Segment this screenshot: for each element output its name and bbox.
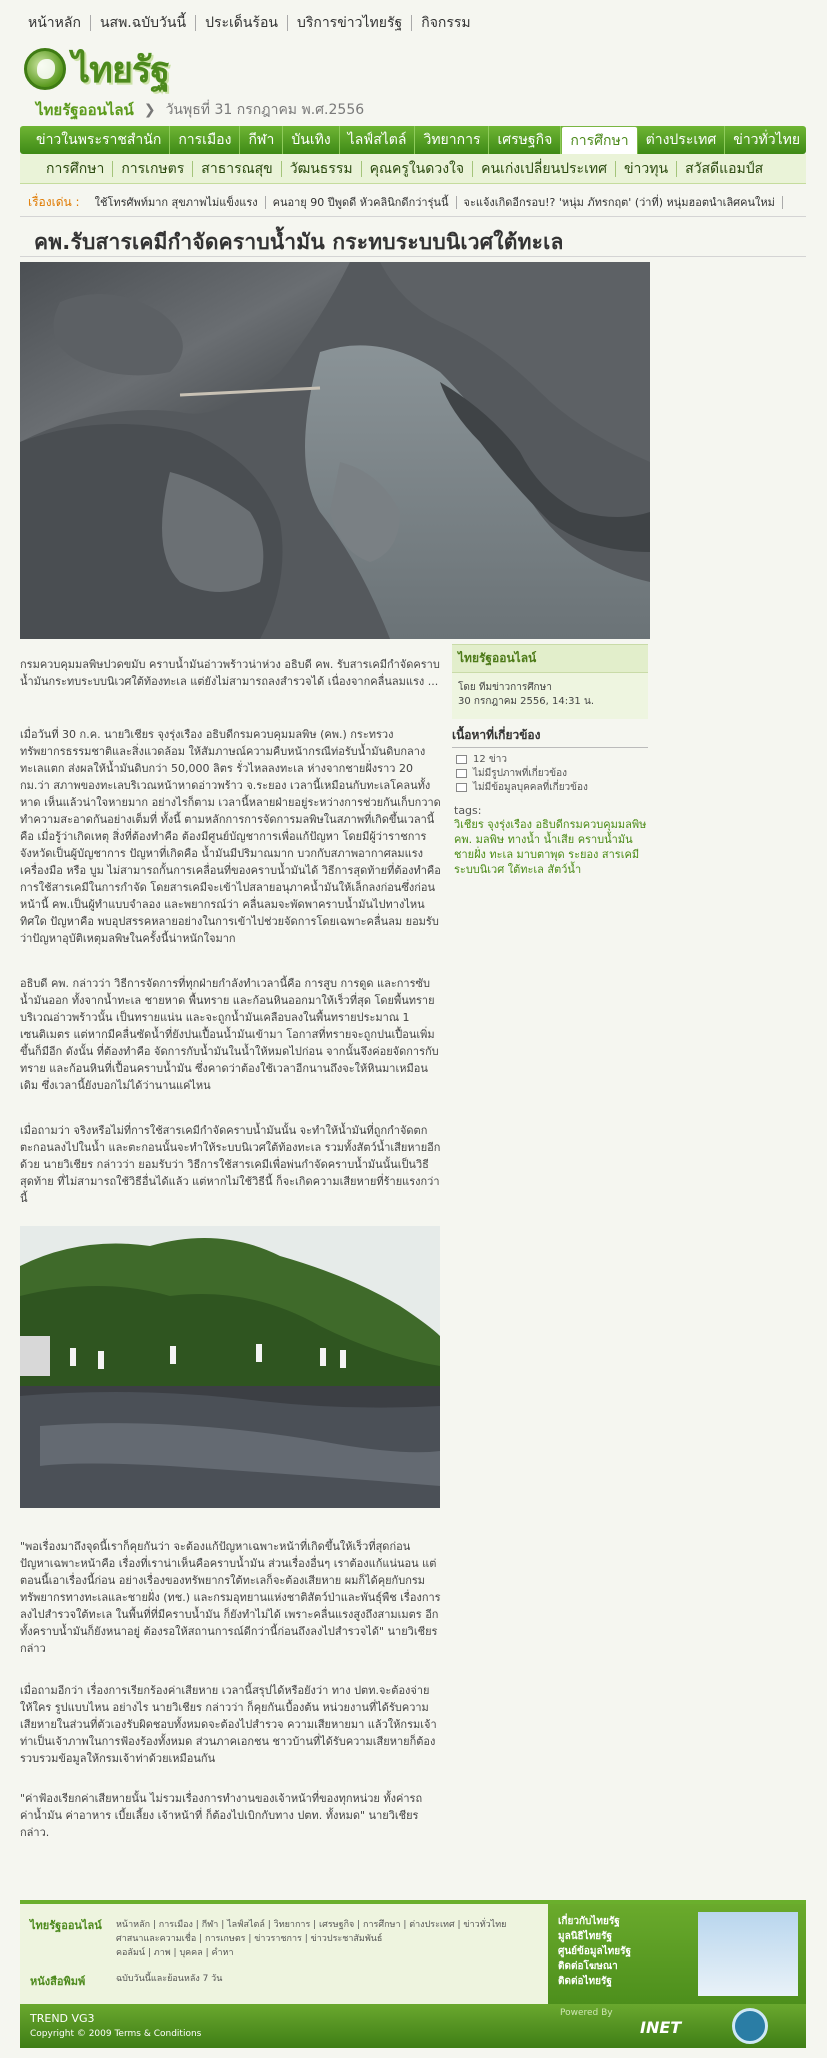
related-photos — [456, 766, 648, 780]
seal-icon — [732, 2008, 768, 2044]
footer-section-links-c[interactable]: คอลัมน์ | ภาพ | บุคคล | คำหา — [116, 1948, 234, 1958]
article-photo-beach-cleanup — [20, 1226, 440, 1508]
footer-newspaper-label: หนังสือพิมพ์ — [30, 1975, 86, 1988]
footer-about-link[interactable]: ติดต่อโฆษณา — [558, 1961, 618, 1972]
footer-about-link[interactable]: ศูนย์ข้อมูลไทยรัฐ — [558, 1946, 631, 1957]
hot-news-label: เรื่องเด่น : — [28, 194, 80, 209]
article-info-box — [452, 644, 648, 719]
related-news-count[interactable] — [456, 752, 648, 766]
article-quote: "ค่าฟ้องเรียกค่าเสียหายนั้น ไม่รวมเรื่องการทำงานของเจ้าหน้าที่ของทุกหน่วย ทั้งค่ารถ ค่าน้ำมัน ค่าอาหาร เบี้ยเลี้ยง เจ้าหน้าที่ ก็ต้องไปเบิกกับทาง ปตท. ทั้งหมด" นายวิเชียร กล่าว. — [20, 1792, 423, 1839]
hot-news-bar — [28, 192, 808, 212]
article-paragraph: เมื่อวันที่ 30 ก.ค. นายวิเชียร จุงรุ่งเรือง อธิบดีกรมควบคุมมลพิษ (คพ.) กระทรวงทรัพยากรธรรมชาติและสิ่งแวดล้อม ให้สัมภาษณ์ความคืบหน้ากรณีท่อรับน้ำมันดิบกลางทะเลแตก ส่งผลให้น้ำมันดิบกว่า 50,000 ลิตร รั่วไหลลงทะเล ห่างจากชายฝั่งราว 20 กม.ว่า สภาพของทะเลบริเวณหน้าหาดอ่าวพร้าว จ.ระยอง เวลานี้เหมือนกับทะเลโคลนทั้งหาด เห็นแล้วน่าใจหายมาก อย่างไรก็ตาม เวลานี้หลายฝ่ายอยู่ระหว่างการช่วยกันเก็บกวาดทำความสะอาดกันอย่างเต็มที่ ทั้งนี้ ตามหลักการการจัดการมลพิษในสภาพที่เกิดขึ้นเวลานี้คือ เมื่อรู้ว่าเกิดเหตุ สิ่งที่ต้องทำคือ ต้องมีศูนย์บัญชาการเพื่อแก้ปัญหา โดยมีผู้ว่าราชการจังหวัดเป็นผู้บัญชาการ ปัญหาที่เกิดคือ น้ำมันมีปริมาณมาก บวกกับสภาพอากาศลมแรง เครื่องมือ หรือ บูม ไม่สามารถกั้นการเคลื่อนที่ของคราบน้ำมันได้ วิธีการสุดท้ายที่ต้องทำคือ การใช้สารเคมีในการกำจัด โดยสารเคมีจะเข้าไปสลายอนุภาคน้ำมันให้เล็กลงก่อนซึ่งก่อนหน้านี้ คพ.เป็นผู้ทำแบบจำลอง และพยากรณ์ว่า คลื่นลมจะพัดพาคราบน้ำมันไปทางไหน ทิศใด ปัญหาคือ พบอุปสรรคหลายอย่างในการเข้าไปช่วยจัดการโดยเฉพาะคลื่นลม ยอมรับว่าปัญหาอุบัติเหตุมลพิษในครั้งนี้น่าหนักใจมาก — [20, 728, 441, 945]
related-content — [452, 726, 648, 794]
menu-item-local[interactable]: ข่าวทั่วไทย — [733, 132, 801, 148]
submenu-item-talent[interactable]: คนเก่งเปลี่ยนประเทศ — [473, 161, 616, 177]
article-paragraph: เมื่อถามอีกว่า เรื่องการเรียกร้องค่าเสียหาย เวลานี้สรุปได้หรือยังว่า ทาง ปตท.จะต้องจ่ายให้ใคร รูปแบบไหน อย่างไร นายวิเชียร กล่าวว่า ก็คุยกันเบื้องต้น หน่วยงานที่ได้รับความเสียหายในส่วนที่ตัวเองรับผิดชอบทั้งหมดจะต้องไปสำรวจ ความเสียหายมา แล้วให้กรมเจ้าท่าเป็นเจ้าภาพในการฟ้องร้องทั้งหมด ส่วนภาคเอกชน ชาวบ้านที่ได้รับความเสียหายก็ต้องรวบรวมข้อมูลให้กรมเจ้าท่าด้วยเหมือนกัน — [20, 1684, 437, 1765]
news-icon — [456, 755, 467, 764]
menu-item-entertainment[interactable]: บันเทิง — [283, 126, 339, 154]
hot-news-item[interactable]: คนอายุ 90 ปีพูดดี หัวคลินิกดีกว่ารุ่นนี้ — [266, 196, 457, 209]
chevron-right-icon: ❯ — [143, 102, 156, 118]
menu-item-sports[interactable]: กีฬา — [240, 126, 283, 154]
sub-menu — [20, 154, 806, 184]
info-box-title: ไทยรัฐออนไลน์ — [452, 645, 648, 673]
powered-by-label: Powered By — [560, 2008, 613, 2018]
person-icon — [456, 783, 467, 792]
footer-brand[interactable]: ไทยรัฐออนไลน์ — [30, 1919, 102, 1932]
related-photos-label: ไม่มีรูปภาพที่เกี่ยวข้อง — [473, 767, 567, 779]
main-menu — [20, 126, 806, 154]
menu-item-science[interactable]: วิทยาการ — [415, 126, 489, 154]
submenu-item-scholarship[interactable]: ข่าวทุน — [616, 161, 677, 177]
footer — [20, 1900, 806, 2048]
footer-bottom-bar — [20, 2004, 806, 2048]
footer-about-link[interactable]: ติดต่อไทยรัฐ — [558, 1976, 612, 1987]
top-links — [22, 12, 480, 34]
footer-newspaper-link[interactable]: ฉบับวันนี้และย้อนหลัง 7 วัน — [116, 1974, 223, 1984]
top-link-today-paper[interactable]: นสพ.ฉบับวันนี้ — [91, 15, 196, 31]
submenu-item-amp[interactable]: สวัสดีแอมป์ส — [685, 160, 764, 177]
article-photo-oil-rocks — [20, 262, 650, 639]
footer-about-link[interactable]: เกี่ยวกับไทยรัฐ — [558, 1916, 620, 1927]
footer-links — [116, 1918, 516, 1960]
photo-icon — [456, 769, 467, 778]
menu-item-education[interactable]: การศึกษา — [561, 126, 637, 156]
related-news-label: 12 ข่าว — [473, 753, 507, 765]
footer-about-panel — [548, 1904, 806, 2004]
menu-item-politics[interactable]: การเมือง — [170, 126, 240, 154]
article-paragraph: เมื่อถามว่า จริงหรือไม่ที่การใช้สารเคมีกำจัดคราบน้ำมันนั้น จะทำให้น้ำมันที่ถูกกำจัดตกตะกอนลงไปในน้ำ และตะกอนนั้นจะทำให้ระบบนิเวศใต้ท้องทะเล รวมทั้งสัตว์น้ำเสียหายอีกด้วย นายวิเชียร กล่าวว่า ยอมรับว่า วิธีการใช้สารเคมีเพื่อพ่นกำจัดคราบน้ำมันนั้นเป็นวิธีสุดท้าย ที่ไม่สามารถใช้วิธีอื่นได้แล้ว แต่หากไม่ใช้วิธีนี้ ก็จะเกิดความเสียหายที่ร้ายแรงกว่านี้ — [20, 1124, 441, 1205]
article-quote: "พอเรื่องมาถึงจุดนี้เราก็คุยกันว่า จะต้องแก้ปัญหาเฉพาะหน้าที่เกิดขึ้นให้เร็วที่สุดก่อน ปัญหาเฉพาะหน้าคือ เรื่องที่เราน่าเห็นคือคราบน้ำมัน ส่วนเรื่องอื่นๆ เราต้องแก้แน่นอน แต่ตอนนี้เอาเรื่องนี้ก่อน อย่างเรื่องของทรัพยากรใต้ทะเลก็จะต้องเสียหาย ผมก็ได้คุยกับกรมทรัพยากรทางทะเลและชายฝั่ง (ทช.) และกรมอุทยานแห่งชาติสัตว์ป่าและพันธุ์พืช เรื่องการลงไปสำรวจใต้ทะเล ในพื้นที่ที่มีคราบน้ำมัน ก็ยังทำไม่ได้ เพราะคลื่นแรงสูงถึงสามเมตร อีกทั้งคราบน้ำมันก็ยังหนาอยู่ ต้องรอให้สถานการณ์ดีกว่านี้ก่อนถึงลงไปสำรวจได้" นายวิเชียร กล่าว — [20, 1540, 441, 1655]
tags-label: tags: — [454, 804, 482, 817]
tags-list[interactable]: วิเชียร จุงรุ่งเรือง อธิบดีกรมควบคุมมลพิษ คพ. มลพิษ ทางน้ำ น้ำเสีย คราบน้ำมัน ชายฝั่ง ทะเล มาบตาพุด ระยอง สารเคมี ระบบนิเวศ ใต้ทะเล สัตว์น้ำ — [454, 818, 647, 876]
globe-icon — [24, 48, 66, 90]
tags — [454, 804, 650, 877]
site-logo[interactable] — [24, 44, 194, 94]
footer-section-links[interactable]: หน้าหลัก | การเมือง | กีฬา | ไลฟ์สไตล์ | วิทยาการ | เศรษฐกิจ | การศึกษา | ต่างประเทศ | ข่าวทั่วไทย — [116, 1920, 507, 1930]
related-people-label: ไม่มีข้อมูลบุคคลที่เกี่ยวข้อง — [473, 781, 588, 793]
building-image — [698, 1912, 798, 1996]
article-lead: กรมควบคุมมลพิษปวดขมับ คราบน้ำมันอ่าวพร้าวน่าห่วง อธิบดี คพ. รับสารเคมีกำจัดคราบน้ำมันกระทบระบบนิเวศใต้ท้องทะเล แต่ยังไม่สามารถลงสำรวจได้ เนื่องจากคลื่นลมแรง ... — [20, 658, 440, 688]
footer-section-links-b[interactable]: ศาสนาและความเชื่อ | การเกษตร | ข่าวราชการ | ข่าวประชาสัมพันธ์ — [116, 1934, 383, 1944]
inet-logo[interactable]: INET — [640, 2018, 682, 2037]
copyright[interactable]: Copyright © 2009 Terms & Conditions — [30, 2029, 202, 2039]
beach-cleanup-illustration — [20, 1226, 440, 1508]
submenu-item-education[interactable]: การศึกษา — [38, 161, 113, 177]
menu-item-royal[interactable]: ข่าวในพระราชสำนัก — [20, 126, 170, 154]
top-link-news-service[interactable]: บริการข่าวไทยรัฐ — [288, 15, 412, 31]
menu-item-lifestyle[interactable]: ไลฟ์สไตล์ — [340, 126, 416, 154]
menu-item-foreign[interactable]: ต่างประเทศ — [638, 126, 726, 154]
related-people — [456, 780, 648, 794]
trend-logo: TREND VG3 — [30, 2012, 95, 2025]
menu-item-economy[interactable]: เศรษฐกิจ — [489, 126, 561, 154]
hot-news-item[interactable]: จะแจ้งเกิดอีกรอบ!? 'หนุ่ม ภัทรกฤต' (ว่าที่) หนุ่มฮอตนำเลิศคนใหม่ — [457, 196, 783, 209]
footer-about-link[interactable]: มูลนิธิไทยรัฐ — [558, 1931, 613, 1942]
current-date: วันพุธที่ 31 กรกฎาคม พ.ศ.2556 — [165, 102, 365, 118]
submenu-item-health[interactable]: สาธารณสุข — [193, 161, 281, 177]
related-title: เนื้อหาที่เกี่ยวข้อง — [452, 726, 648, 748]
hot-news-item[interactable]: ใช้โทรศัพท์มาก สุขภาพไม่แข็งแรง — [88, 196, 266, 209]
top-link-activities[interactable]: กิจกรรม — [421, 15, 471, 31]
oil-rocks-illustration — [20, 262, 650, 639]
article-datetime: 30 กรกฎาคม 2556, 14:31 น. — [458, 696, 594, 707]
article-byline: โดย ทีมข่าวการศึกษา — [458, 682, 552, 693]
top-link-home[interactable]: หน้าหลัก — [22, 15, 91, 31]
online-label[interactable]: ไทยรัฐออนไลน์ — [36, 101, 134, 119]
subhead — [36, 98, 364, 122]
article-paragraph: อธิบดี คพ. กล่าวว่า วิธีการจัดการที่ทุกฝ่ายกำลังทำเวลานี้คือ การสูบ การดูด และการซับน้ำมันออก ทั้งจากน้ำทะเล ชายหาด พื้นทราย และก้อนหินออกมาให้เร็วที่สุด โดยพื้นทรายบริเวณอ่าวพร้าวนั้น เป็นทรายแน่น และจะถูกน้ำมันเคลือบลงในพื้นทรายประมาณ 1 เซนติเมตร แต่หากมีคลื่นซัดน้ำที่ยังปนเปื้อนน้ำมันเข้ามา โอกาสที่ทรายจะถูกปนเปื้อนเพิ่มขึ้นก็มีอีก ดังนั้น ที่ต้องทำคือ จัดการกับน้ำมันในน้ำให้หมดไปก่อน จากนั้นจึงค่อยจัดการกับทราย และก้อนหินที่เปื้อนคราบน้ำมัน ซึ่งคาดว่าต้องใช้เวลาอีกนานถึงจะให้หินมาเหมือนเดิม ซึ่งเวลานี้ยังบอกไม่ได้ว่านานแค่ไหน — [20, 977, 439, 1092]
submenu-item-agriculture[interactable]: การเกษตร — [113, 161, 193, 177]
logo-text: ไทยรัฐ — [72, 48, 170, 91]
submenu-item-teacher[interactable]: คุณครูในดวงใจ — [362, 161, 473, 177]
article-headline: คพ.รับสารเคมีกำจัดคราบน้ำมัน กระทบระบบนิเวศใต้ทะเล — [34, 230, 564, 254]
top-link-hot-issues[interactable]: ประเด็นร้อน — [196, 15, 288, 31]
divider — [20, 256, 806, 257]
footer-about-links — [558, 1914, 631, 1989]
submenu-item-culture[interactable]: วัฒนธรรม — [282, 161, 362, 177]
divider — [20, 216, 806, 217]
